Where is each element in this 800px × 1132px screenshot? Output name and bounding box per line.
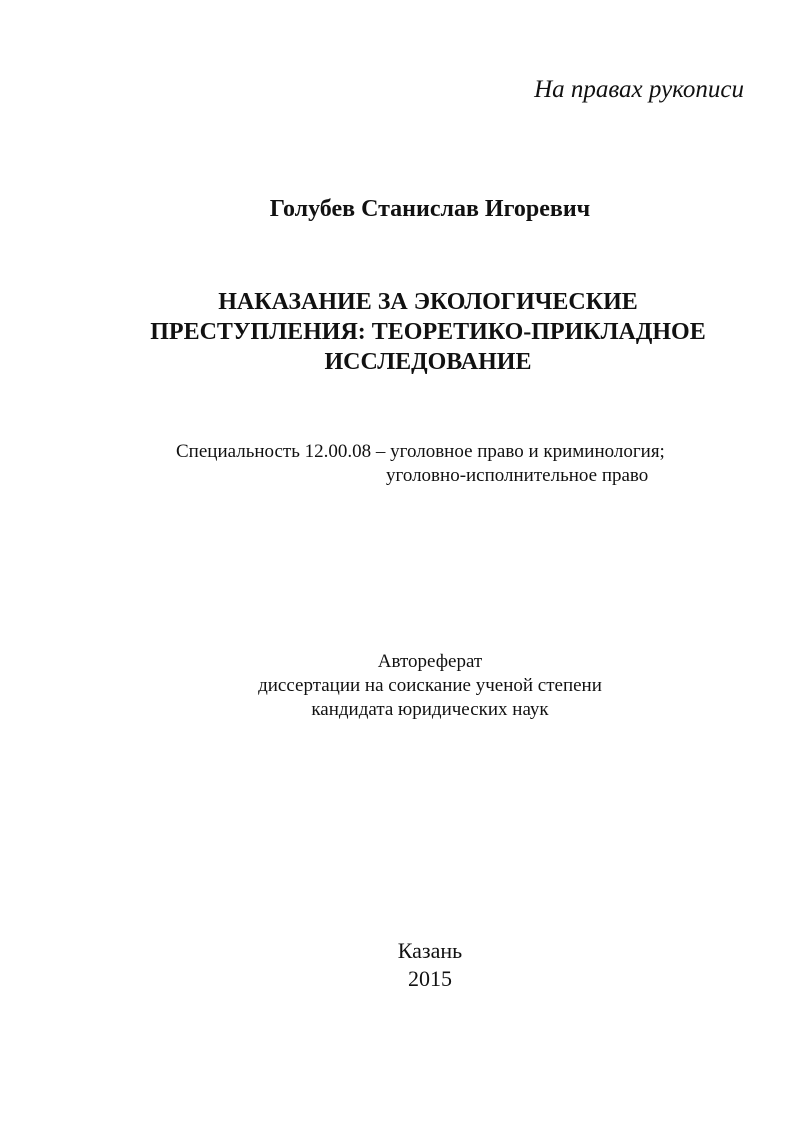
- abstract-line-1: Автореферат: [377, 651, 483, 672]
- abstract-block: [0, 650, 800, 722]
- title-line-2: ПРЕСТУПЛЕНИЯ: ТЕОРЕТИКО-ПРИКЛАДНОЕ: [150, 319, 706, 345]
- abstract-line-3: кандидата юридических наук: [311, 699, 549, 720]
- dissertation-title: [0, 287, 800, 377]
- city: Казань: [397, 938, 463, 963]
- specialty-line-2: уголовно-исполнительное право: [386, 465, 649, 486]
- specialty-block: [176, 440, 665, 488]
- specialty-line-1: Специальность 12.00.08 – уголовное право и криминология;: [176, 441, 665, 462]
- manuscript-note: На правах рукописи: [534, 76, 744, 103]
- place-and-year: [0, 937, 800, 993]
- abstract-line-2: диссертации на соискание ученой степени: [258, 675, 602, 696]
- year: 2015: [408, 966, 452, 991]
- title-line-1: НАКАЗАНИЕ ЗА ЭКОЛОГИЧЕСКИЕ: [218, 289, 638, 315]
- title-line-3: ИССЛЕДОВАНИЕ: [324, 349, 532, 375]
- author-name: Голубев Станислав Игоревич: [269, 196, 591, 222]
